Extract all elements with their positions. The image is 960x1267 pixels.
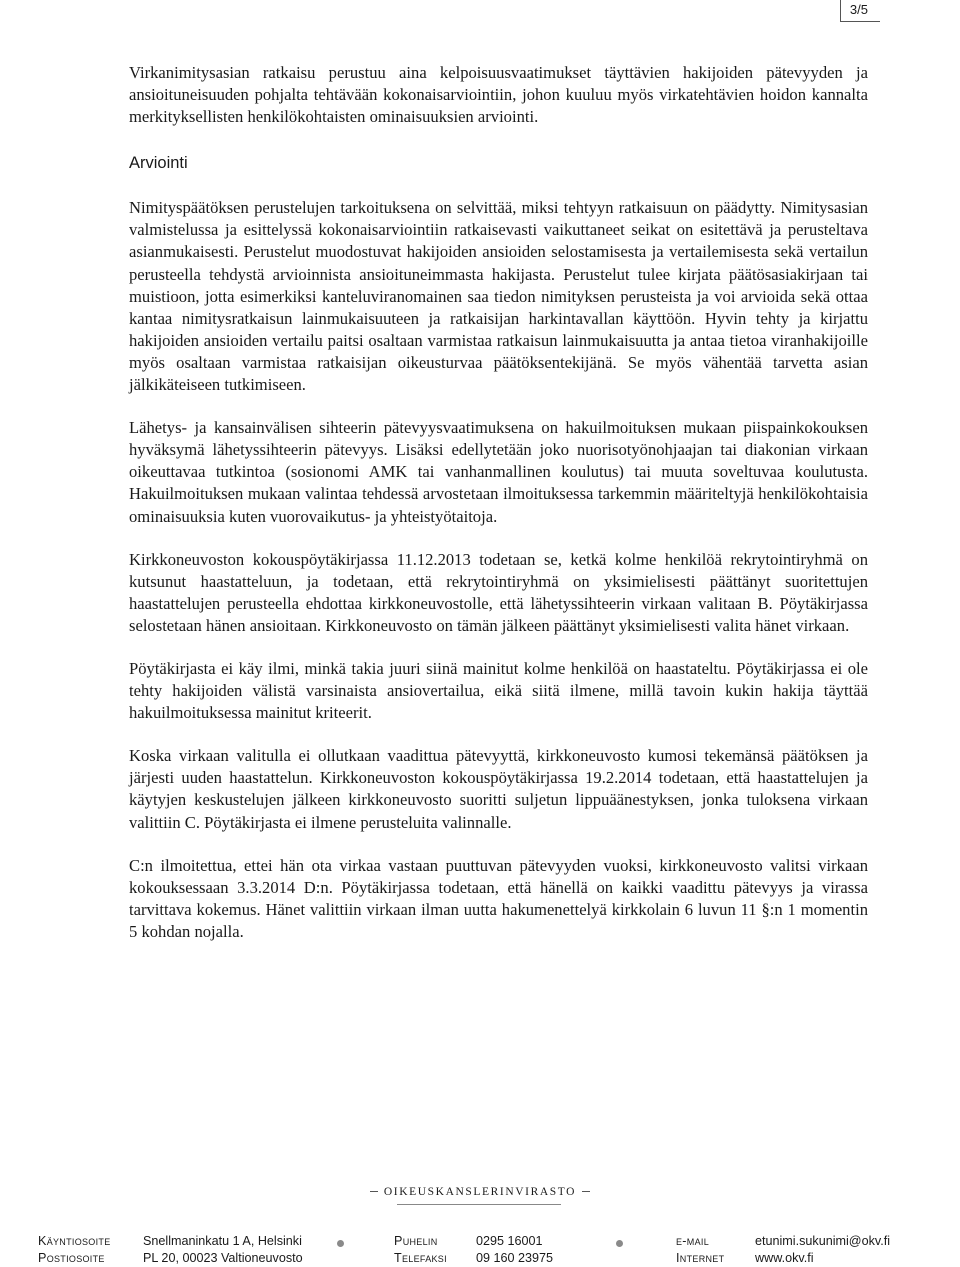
body-paragraph: Lähetys- ja kansainvälisen sihteerin pätevyysvaatimuksena on hakuilmoituksen mukaan piispainkokouksen hyväksymä lähetyssihteerin pätevyys. Lisäksi edellytetään joko nuorisotyönohjaajan tai diakonian virkaan oikeuttavaa tutkintoa (sosionomi AMK tai vanhanmallinen koulutus) tai muuta soveltuvaa koulutusta. Hakuilmoituksen mukaan valintaa tehdessä arvostetaan ilmoituksessa tarkemmin määriteltyjä henkilökohtaisia ominaisuuksia kuten vuorovaikutus- ja yhteistyötaitoja.: [129, 418, 868, 526]
email-label: e-mail: [676, 1234, 710, 1248]
document-body: [129, 62, 868, 964]
body-paragraph: Pöytäkirjasta ei käy ilmi, minkä takia juuri siinä mainitut kolme henkilöä on haastateltu. Pöytäkirjassa ei ole tehty hakijoiden välistä varsinaista ansiovertailua, eikä siitä ilmene, millä tavoin kukin hakija täyttää hakuilmoituksessa mainitut kriteerit.: [129, 658, 868, 723]
logo-underline: [397, 1204, 561, 1205]
intro-paragraph: Virkanimitysasian ratkaisu perustuu aina kelpoisuusvaatimukset täyttävien hakijoiden pätevyyden ja ansioituneisuuden pohjalta tehtävään kokonaisarviointiin, johon kuuluu myös virkatehtävien hoidon kannalta merkityksellisten henkilökohtaisten ominaisuuksien arviointi.: [129, 63, 868, 127]
page-number: 3/5: [840, 0, 880, 22]
phone-label: Puhelin: [394, 1234, 438, 1248]
bullet-dot-icon: [337, 1240, 344, 1247]
footer: [0, 1183, 960, 1267]
bullet-dot-icon: [616, 1240, 623, 1247]
fax-label: Telefaksi: [394, 1251, 447, 1265]
body-paragraph: Nimityspäätöksen perustelujen tarkoituksena on selvittää, miksi tehtyyn ratkaisuun on päädytty. Nimitysasian valmistelussa ja esittelyssä kokonaisarviointiin ratkaisevasti vaikuttaneet seikat on esitettävä ja perusteltava asianmukaisesti. Perustelut muodostuvat hakijoiden ansioiden selostamisesta ja vertailemisesta sekä vertailun perusteella tehdystä arvioinnista ansioituneimmasta hakijasta. Perustelut tulee kirjata päätösasiakirjaan tai muistioon, jotta esimerkiksi kanteluviranomainen saa tiedon nimityksen perusteista ja voi arvioida sekä ottaa kantaa nimitysratkaisun lainmukaisuuteen ja ratkaisijan harkintavallan käyttöön. Hyvin tehty ja kirjattu hakijoiden ansioiden vertailu paitsi osaltaan varmistaa ratkaisun lainmukaisuutta ja antaa tietoa viranhakijoille myös osaltaan varmistaa ratkaisijan oikeusturvaa päätöksentekijänä. Se myös vähentää tarvetta asian jälkikäteiseen tutkimiseen.: [129, 198, 868, 395]
website-value[interactable]: www.okv.fi: [755, 1251, 814, 1265]
fax-value: 09 160 23975: [476, 1251, 554, 1265]
internet-label: Internet: [676, 1251, 725, 1265]
footer-row-visit: [0, 1232, 960, 1250]
visit-address-label: Käyntiosoite: [38, 1234, 111, 1248]
postal-address-label: Postiosoite: [38, 1251, 105, 1265]
agency-logo: [370, 1183, 590, 1199]
postal-address-value: PL 20, 00023 Valtioneuvosto: [143, 1251, 303, 1265]
email-value[interactable]: etunimi.sukunimi@okv.fi: [755, 1234, 891, 1248]
section-heading: Arviointi: [129, 154, 188, 173]
body-paragraph: Koska virkaan valitulla ei ollutkaan vaadittua pätevyyttä, kirkkoneuvosto kumosi tekemänsä päätöksen ja järjesti uuden haastattelun. Kirkkoneuvoston kokouspöytäkirjassa 19.2.2014 todetaan, että haastattelujen ja käytyjen keskustelujen jälkeen kirkkoneuvosto suoritti suljetun lippuäänestyksen, jonka tuloksena virkaan valittiin C. Pöytäkirjasta ei ilmene perusteluita valinnalle.: [129, 746, 868, 832]
agency-logo-text: OIKEUSKANSLERINVIRASTO: [378, 1184, 582, 1200]
phone-value: 0295 16001: [476, 1234, 543, 1248]
body-paragraph: Kirkkoneuvoston kokouspöytäkirjassa 11.12.2013 todetaan se, ketkä kolme henkilöä rekrytointiryhmä on kutsunut haastatteluun, ja todetaan, että rekrytointiryhmä on yksimielisesti päättänyt suoritettujen haastattelujen perusteella ehdottaa kirkkoneuvostolle, että lähetyssihteerin virkaan valitaan B. Pöytäkirjassa selostetaan hänen ansioitaan. Kirkkoneuvosto on tämän jälkeen päättänyt yksimielisesti valita hänet virkaan.: [129, 549, 868, 635]
footer-row-postal: [0, 1249, 960, 1267]
visit-address-value: Snellmaninkatu 1 A, Helsinki: [143, 1234, 302, 1248]
body-paragraph: C:n ilmoitettua, ettei hän ota virkaa vastaan puuttuvan pätevyyden vuoksi, kirkkoneuvosto valitsi virkaan kokouksessaan 3.3.2014 D:n. Pöytäkirjassa todetaan, että hänellä on kaikki vaadittu pätevyys ja virassa tarvittava kokemus. Hänet valittiin virkaan ilman uutta hakumenettelyä kirkkolain 6 luvun 11 §:n 1 momentin 5 kohdan nojalla.: [129, 855, 868, 941]
